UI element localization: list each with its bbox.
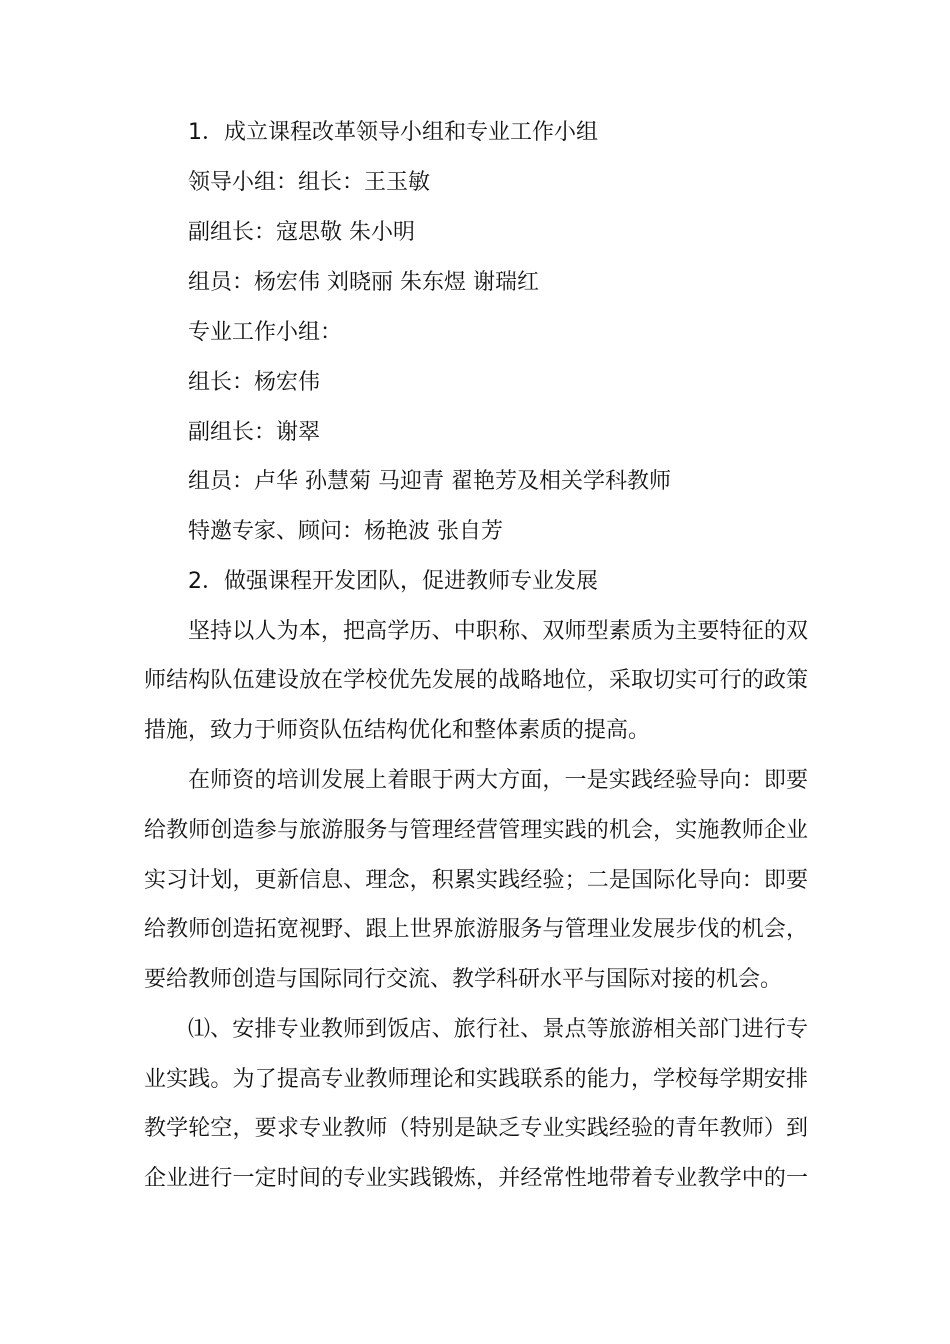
experts-line: 特邀专家、顾问：杨艳波 张自芳 <box>188 519 503 544</box>
work-group-leader: 组长：杨宏伟 <box>188 370 321 395</box>
paragraph-2-line-4: 给教师创造拓宽视野、跟上世界旅游服务与管理业发展步伐的机会， <box>144 917 808 942</box>
heading-1: 1．成立课程改革领导小组和专业工作小组 <box>188 120 598 145</box>
heading-2: 2．做强课程开发团队，促进教师专业发展 <box>188 569 598 594</box>
paragraph-3-line-4: 企业进行一定时间的专业实践锻炼，并经常性地带着专业教学中的一 <box>144 1166 808 1191</box>
work-group-deputy: 副组长：谢翠 <box>188 420 321 445</box>
paragraph-2-line-1: 在师资的培训发展上着眼于两大方面，一是实践经验导向：即要 <box>188 768 808 793</box>
work-group-title: 专业工作小组： <box>188 320 343 345</box>
deputy-leader-line: 副组长：寇思敬 朱小明 <box>188 220 415 245</box>
members-line: 组员：杨宏伟 刘晓丽 朱东煜 谢瑞红 <box>188 270 539 295</box>
paragraph-3-line-2: 业实践。为了提高专业教师理论和实践联系的能力，学校每学期安排 <box>144 1067 808 1092</box>
paragraph-2-line-3: 实习计划，更新信息、理念，积累实践经验；二是国际化导向：即要 <box>144 868 808 893</box>
paragraph-2-line-2: 给教师创造参与旅游服务与管理经营管理实践的机会，实施教师企业 <box>144 818 808 843</box>
paragraph-1-line-2: 师结构队伍建设放在学校优先发展的战略地位，采取切实可行的政策 <box>144 668 808 693</box>
paragraph-3-line-1: ⑴、安排专业教师到饭店、旅行社、景点等旅游相关部门进行专 <box>188 1017 808 1042</box>
paragraph-3-line-3: 教学轮空，要求专业教师（特别是缺乏专业实践经验的青年教师）到 <box>144 1116 808 1141</box>
paragraph-2-line-5: 要给教师创造与国际同行交流、教学科研水平与国际对接的机会。 <box>144 967 783 992</box>
paragraph-1-line-1: 坚持以人为本，把高学历、中职称、双师型素质为主要特征的双 <box>188 619 808 644</box>
work-group-members: 组员：卢华 孙慧菊 马迎青 翟艳芳及相关学科教师 <box>188 469 671 494</box>
paragraph-1-line-3: 措施，致力于师资队伍结构优化和整体素质的提高。 <box>144 718 651 743</box>
leader-group-line: 领导小组：组长：王玉敏 <box>188 170 431 195</box>
